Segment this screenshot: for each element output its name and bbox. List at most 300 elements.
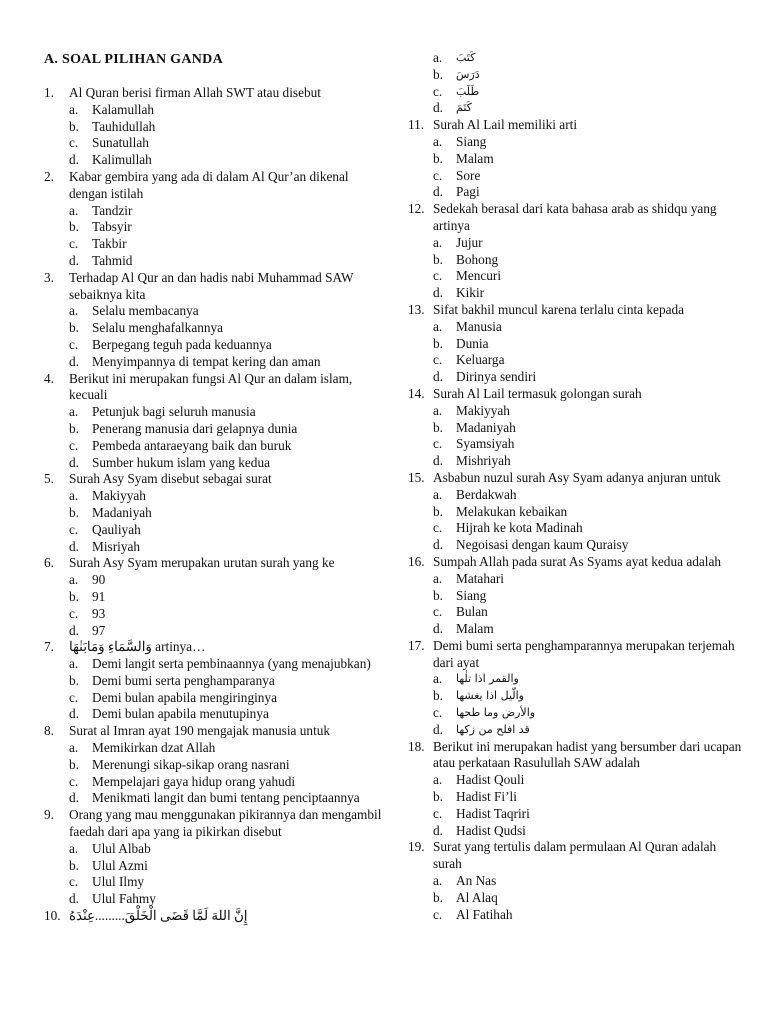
question-number: 9.	[44, 807, 54, 823]
option-letter: d.	[433, 285, 443, 301]
question-text: Surah Asy Syam disebut sebagai surat	[69, 471, 272, 487]
answer-option	[69, 690, 390, 707]
question-number: 1.	[44, 85, 54, 100]
option-letter: b.	[433, 889, 443, 905]
option-letter: c.	[433, 436, 443, 452]
answer-option	[69, 303, 390, 320]
answer-option	[433, 520, 743, 537]
answer-option	[69, 455, 390, 472]
answer-option	[433, 823, 743, 840]
question-item	[408, 839, 743, 923]
question-number: 14.	[408, 385, 425, 401]
question-number: 3.	[44, 269, 54, 285]
answer-option	[69, 337, 390, 354]
question-line	[44, 85, 390, 102]
option-text: Syamsiyah	[456, 436, 515, 452]
option-letter: b.	[433, 66, 443, 82]
answer-option	[69, 891, 390, 908]
answer-option	[69, 522, 390, 539]
answer-option	[69, 354, 390, 371]
question-item	[44, 908, 390, 925]
question-item	[44, 471, 390, 555]
option-letter: b.	[69, 857, 79, 873]
question-line	[408, 386, 743, 403]
option-text: Berdakwah	[456, 486, 517, 502]
question-line	[408, 302, 743, 319]
answer-option	[433, 84, 743, 101]
option-text: Hadist Qouli	[456, 772, 525, 788]
question-line	[44, 807, 390, 841]
question-text: Demi bumi serta penghamparannya merupakan terjemah dari ayat	[433, 637, 735, 670]
answer-option	[69, 706, 390, 723]
question-line	[408, 117, 743, 134]
option-text: Kikir	[456, 285, 485, 301]
question-text: إِنَّ اللهَ لَمَّا قَضَى الْخَلْقَ.........عِنْدَهُ	[69, 908, 248, 924]
option-letter: a.	[69, 488, 79, 504]
option-letter: d.	[69, 622, 79, 638]
option-list	[433, 403, 743, 470]
answer-option	[433, 319, 743, 336]
answer-option	[69, 236, 390, 253]
option-text: Kalamullah	[92, 101, 155, 117]
option-letter: b.	[69, 756, 79, 772]
option-letter: a.	[69, 572, 79, 588]
option-text: Bulan	[456, 604, 488, 620]
answer-option	[433, 369, 743, 386]
option-text: Ulul Albab	[92, 840, 151, 856]
question-item	[408, 638, 743, 739]
option-letter: b.	[69, 420, 79, 436]
answer-option	[69, 119, 390, 136]
answer-option	[69, 135, 390, 152]
option-letter: a.	[433, 234, 443, 250]
question-text: Berikut ini merupakan fungsi Al Qur an dalam islam, kecuali	[69, 370, 353, 403]
question-line	[44, 555, 390, 572]
answer-option	[69, 539, 390, 556]
question-text: Sedekah berasal dari kata bahasa arab as shidqu yang artinya	[433, 201, 717, 233]
option-letter: b.	[433, 503, 443, 519]
answer-option	[433, 789, 743, 806]
answer-option	[69, 790, 390, 807]
option-letter: d.	[433, 822, 443, 838]
option-letter: b.	[433, 335, 443, 351]
option-text: Demi bulan apabila menutupinya	[92, 706, 269, 722]
option-letter: b.	[69, 320, 79, 336]
answer-option	[69, 673, 390, 690]
question-item	[408, 117, 743, 201]
option-text: Petunjuk bagi seluruh manusia	[92, 404, 256, 420]
option-list	[433, 319, 743, 386]
question-10-options	[433, 50, 743, 117]
option-list	[433, 873, 743, 923]
option-text: كَتَمَ	[456, 101, 472, 115]
answer-option	[433, 873, 743, 890]
question-number: 2.	[44, 168, 54, 184]
option-text: 91	[92, 588, 106, 604]
option-text: Hadist Taqriri	[456, 805, 530, 821]
option-text: Kalimullah	[92, 152, 152, 168]
option-letter: c.	[433, 268, 443, 284]
option-text: Memikirkan dzat Allah	[92, 740, 216, 756]
option-text: Keluarga	[456, 352, 505, 368]
question-line	[44, 723, 390, 740]
answer-option	[69, 320, 390, 337]
question-number: 5.	[44, 471, 54, 487]
option-letter: a.	[69, 656, 79, 672]
option-letter: c.	[433, 705, 443, 721]
option-letter: a.	[433, 402, 443, 418]
option-text: Ulul Azmi	[92, 857, 148, 873]
option-letter: c.	[433, 805, 443, 821]
question-number: 15.	[408, 469, 425, 485]
option-letter: c.	[433, 604, 443, 620]
question-text: Surah Asy Syam merupakan urutan surah yang ke	[69, 555, 335, 571]
question-text: Surat yang tertulis dalam permulaan Al Quran adalah surah	[433, 839, 717, 872]
option-text: Jujur	[456, 234, 483, 250]
option-letter: d.	[69, 891, 79, 907]
option-text: Pagi	[456, 184, 480, 200]
answer-option	[433, 268, 743, 285]
option-list	[69, 203, 390, 270]
option-letter: d.	[69, 152, 79, 168]
option-text: Selalu membacanya	[92, 303, 199, 319]
answer-option	[433, 504, 743, 521]
question-text: Orang yang mau menggunakan pikirannya dan mengambil faedah dari apa yang ia pikirkan disebut	[69, 807, 382, 840]
option-letter: c.	[433, 352, 443, 368]
option-text: Manusia	[456, 318, 502, 334]
option-list	[433, 134, 743, 201]
option-letter: b.	[433, 789, 443, 805]
option-text: Dunia	[456, 335, 489, 351]
answer-option	[433, 352, 743, 369]
answer-option	[69, 874, 390, 891]
option-text: Menikmati langit dan bumi tentang penciptaannya	[92, 790, 360, 806]
option-letter: d.	[433, 184, 443, 200]
option-letter: d.	[69, 252, 79, 268]
question-line	[44, 639, 390, 656]
question-text: Sifat bakhil muncul karena terlalu cinta kepada	[433, 301, 685, 317]
option-text: Ulul Fahmy	[92, 891, 156, 907]
option-text: 90	[92, 572, 106, 588]
answer-option	[433, 336, 743, 353]
option-letter: a.	[69, 101, 79, 117]
question-line	[44, 908, 390, 925]
option-text: Hadist Qudsi	[456, 822, 526, 838]
question-text: Kabar gembira yang ada di dalam Al Qur’an dikenal dengan istilah	[69, 168, 349, 201]
option-text: Tauhidullah	[92, 118, 156, 134]
option-text: Madaniyah	[456, 419, 516, 435]
answer-option	[433, 688, 743, 705]
option-list	[69, 488, 390, 555]
answer-option	[69, 102, 390, 119]
answer-option	[69, 203, 390, 220]
option-letter: a.	[433, 772, 443, 788]
question-number: 4.	[44, 370, 54, 386]
left-column	[44, 46, 390, 925]
option-list	[69, 841, 390, 908]
answer-option	[69, 757, 390, 774]
answer-option	[433, 907, 743, 924]
question-text: Terhadap Al Qur an dan hadis nabi Muhammad SAW sebaiknya kita	[69, 269, 354, 302]
question-line	[44, 270, 390, 304]
question-item	[408, 201, 743, 302]
question-item	[44, 555, 390, 639]
answer-option	[433, 806, 743, 823]
answer-option	[433, 722, 743, 739]
option-text: Tandzir	[92, 202, 133, 218]
answer-option	[69, 421, 390, 438]
option-text: Siang	[456, 587, 487, 603]
question-number: 7.	[44, 639, 54, 655]
answer-option	[69, 858, 390, 875]
option-letter: c.	[433, 520, 443, 536]
option-letter: d.	[433, 621, 443, 637]
answer-option	[433, 604, 743, 621]
left-question-list	[44, 85, 390, 925]
answer-option	[433, 235, 743, 252]
option-letter: c.	[69, 605, 79, 621]
option-letter: d.	[433, 100, 443, 116]
option-letter: c.	[69, 437, 79, 453]
question-text: Sumpah Allah pada surat As Syams ayat kedua adalah	[433, 553, 722, 569]
answer-option	[69, 774, 390, 791]
option-text: Demi bumi serta penghamparanya	[92, 672, 275, 688]
option-text: Takbir	[92, 236, 127, 252]
option-text: قد افلح من زكها	[456, 722, 530, 736]
question-item	[44, 723, 390, 807]
option-text: Mempelajari gaya hidup orang yahudi	[92, 773, 296, 789]
answer-option	[433, 285, 743, 302]
question-text: وَالسَّمَاءِ وَمَابَنٰهَا artinya…	[69, 639, 206, 655]
option-letter: d.	[69, 706, 79, 722]
option-text: Mencuri	[456, 268, 502, 284]
option-letter: c.	[69, 336, 79, 352]
option-letter: a.	[69, 202, 79, 218]
option-text: Mishriyah	[456, 453, 511, 469]
option-text: Penerang manusia dari gelapnya dunia	[92, 420, 298, 436]
question-item	[44, 639, 390, 723]
option-list	[69, 404, 390, 471]
question-item	[44, 371, 390, 472]
option-letter: a.	[433, 318, 443, 334]
question-item	[44, 169, 390, 270]
option-text: 93	[92, 605, 106, 621]
option-list	[69, 656, 390, 723]
question-item	[408, 302, 743, 386]
option-text: Makiyyah	[92, 488, 146, 504]
option-text: طَلَبَ	[456, 84, 480, 98]
option-text: Menyimpannya di tempat kering dan aman	[92, 353, 321, 369]
question-number: 13.	[408, 301, 425, 317]
question-item	[408, 739, 743, 840]
option-list	[433, 671, 743, 738]
answer-option	[433, 420, 743, 437]
option-text: Berpegang teguh pada keduannya	[92, 336, 272, 352]
question-number: 6.	[44, 555, 54, 571]
answer-option	[69, 841, 390, 858]
question-text: Al Quran berisi firman Allah SWT atau disebut	[69, 85, 321, 100]
option-letter: a.	[433, 671, 443, 687]
answer-option	[433, 134, 743, 151]
option-letter: d.	[69, 538, 79, 554]
answer-option	[433, 571, 743, 588]
option-text: والقمر اذا تلٰها	[456, 672, 519, 686]
question-line	[44, 169, 390, 203]
option-letter: b.	[433, 419, 443, 435]
option-text: Malam	[456, 150, 494, 166]
question-number: 12.	[408, 201, 425, 217]
option-letter: a.	[433, 873, 443, 889]
option-list	[69, 740, 390, 807]
option-list	[433, 235, 743, 302]
option-text: Malam	[456, 621, 494, 637]
option-text: Sumber hukum islam yang kedua	[92, 454, 271, 470]
option-letter: c.	[433, 167, 443, 183]
option-letter: c.	[69, 521, 79, 537]
answer-option	[433, 168, 743, 185]
answer-option	[433, 588, 743, 605]
question-number: 19.	[408, 839, 425, 855]
option-letter: b.	[433, 251, 443, 267]
option-text: Qauliyah	[92, 521, 141, 537]
answer-option	[433, 184, 743, 201]
option-text: Hijrah ke kota Madinah	[456, 520, 583, 536]
option-list	[69, 303, 390, 370]
option-letter: b.	[69, 118, 79, 134]
answer-option	[433, 772, 743, 789]
question-number: 17.	[408, 637, 425, 653]
option-text: Makiyyah	[456, 402, 510, 418]
question-number: 8.	[44, 723, 54, 739]
option-list	[69, 102, 390, 169]
option-letter: a.	[69, 740, 79, 756]
option-letter: b.	[69, 504, 79, 520]
question-text: Berikut ini merupakan hadist yang bersumber dari ucapan atau perkataan Rasulullah SAW adalah	[433, 738, 742, 771]
question-number: 10.	[44, 908, 61, 924]
option-letter: b.	[433, 688, 443, 704]
option-letter: b.	[433, 150, 443, 166]
question-number: 18.	[408, 738, 425, 754]
answer-option	[433, 151, 743, 168]
option-letter: c.	[69, 135, 79, 151]
question-number: 11.	[408, 117, 425, 133]
answer-option	[69, 488, 390, 505]
right-question-list	[408, 117, 743, 923]
option-text: Matahari	[456, 570, 504, 586]
option-letter: b.	[69, 219, 79, 235]
option-text: Selalu menghafalkannya	[92, 320, 224, 336]
answer-option	[69, 740, 390, 757]
option-text: Melakukan kebaikan	[456, 503, 568, 519]
option-text: An Nas	[456, 873, 497, 889]
option-list	[433, 772, 743, 839]
option-letter: a.	[69, 303, 79, 319]
option-letter: c.	[69, 874, 79, 890]
option-letter: d.	[433, 721, 443, 737]
answer-option	[433, 403, 743, 420]
answer-option	[69, 623, 390, 640]
option-letter: d.	[69, 454, 79, 470]
question-line	[44, 371, 390, 405]
answer-option	[69, 606, 390, 623]
answer-option	[433, 67, 743, 84]
option-text: Bohong	[456, 251, 499, 267]
option-text: Tabsyir	[92, 219, 132, 235]
option-text: Al Alaq	[456, 889, 498, 905]
option-text: Demi langit serta pembinaannya (yang menajubkan)	[92, 656, 371, 672]
option-text: Sore	[456, 167, 481, 183]
option-list	[433, 487, 743, 554]
question-line	[408, 554, 743, 571]
option-letter: d.	[69, 790, 79, 806]
option-text: Dirinya sendiri	[456, 369, 537, 385]
option-letter: a.	[433, 486, 443, 502]
option-text: Merenungi sikap-sikap orang nasrani	[92, 756, 290, 772]
option-text: Pembeda antaraeyang baik dan buruk	[92, 437, 292, 453]
answer-option	[433, 671, 743, 688]
option-letter: d.	[433, 369, 443, 385]
option-letter: d.	[433, 537, 443, 553]
option-text: Hadist Fi’li	[456, 789, 517, 805]
question-text: Asbabun nuzul surah Asy Syam adanya anjuran untuk	[433, 469, 721, 485]
question-line	[408, 839, 743, 873]
option-letter: a.	[433, 50, 443, 65]
option-text: والّيل اذا يغشها	[456, 689, 524, 703]
question-text: Surah Al Lail termasuk golongan surah	[433, 385, 642, 401]
option-letter: d.	[433, 453, 443, 469]
option-text: Misriyah	[92, 538, 141, 554]
question-item	[44, 270, 390, 371]
option-letter: a.	[69, 840, 79, 856]
answer-option	[433, 252, 743, 269]
question-item	[408, 554, 743, 638]
answer-option	[69, 438, 390, 455]
question-text: Surat al Imran ayat 190 mengajak manusia untuk	[69, 723, 331, 739]
question-line	[408, 739, 743, 773]
option-letter: b.	[433, 587, 443, 603]
question-text: Surah Al Lail memiliki arti	[433, 117, 578, 133]
question-item	[44, 807, 390, 908]
option-text: Ulul Ilmy	[92, 874, 145, 890]
answer-option	[433, 453, 743, 470]
option-text: والأرض وما طحها	[456, 706, 536, 720]
option-list	[69, 572, 390, 639]
question-item	[44, 85, 390, 169]
answer-option	[433, 436, 743, 453]
section-title: A. SOAL PILIHAN GANDA	[44, 52, 223, 67]
option-text: Madaniyah	[92, 504, 152, 520]
answer-option	[433, 100, 743, 117]
question-item	[408, 470, 743, 554]
option-text: دَرَسَ	[456, 67, 480, 81]
option-letter: b.	[69, 672, 79, 688]
option-text: Negoisasi dengan kaum Quraisy	[456, 537, 629, 553]
option-text: Siang	[456, 133, 487, 149]
option-letter: c.	[69, 236, 79, 252]
option-letter: c.	[433, 83, 443, 99]
question-line	[44, 471, 390, 488]
answer-option	[433, 705, 743, 722]
answer-option	[433, 50, 743, 67]
answer-option	[69, 152, 390, 169]
option-letter: c.	[69, 773, 79, 789]
option-text: Al Fatihah	[456, 906, 513, 922]
option-letter: d.	[69, 353, 79, 369]
question-line	[408, 201, 743, 235]
answer-option	[69, 219, 390, 236]
answer-option	[433, 487, 743, 504]
answer-option	[433, 537, 743, 554]
